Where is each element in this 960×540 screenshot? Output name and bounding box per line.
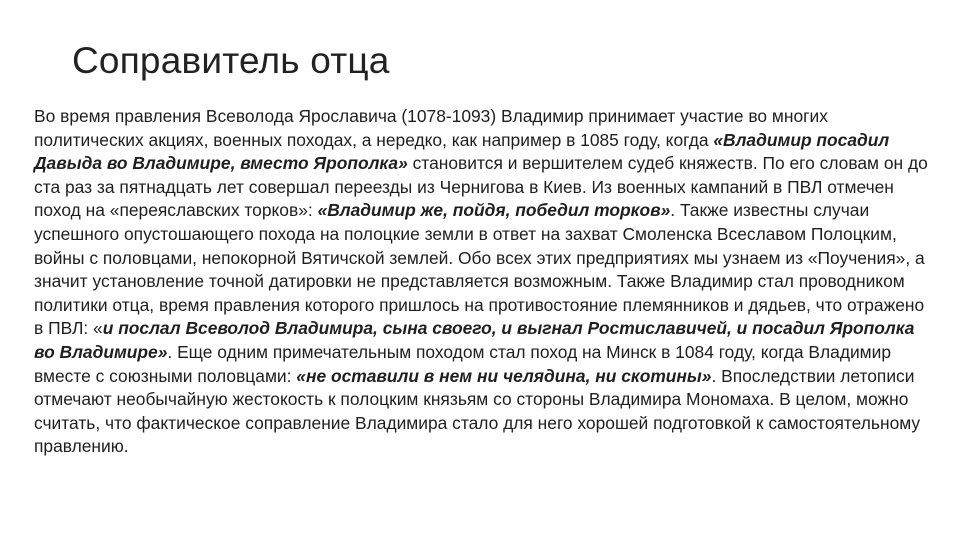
quote-run: «Владимир же, пойдя, победил торков» — [317, 200, 671, 221]
quote-run: и послал Всеволод Владимира, сына своего, и выгнал Ростиславичей, и посадил Ярополка во Владимире» — [34, 318, 915, 362]
quote-run: «не оставили в нем ни челядина, ни скотины» — [296, 365, 712, 386]
quote-run: «Владимир посадил Давыда во Владимире, вместо Ярополка» — [34, 129, 890, 174]
body-text-run: становится и вершителем судеб княжеств. По его словам он до ста раз за пятнадцать лет совершал переезды из Чернигова в Киев. Из военных кампаний в ПВЛ отмечен поход на «переяславских торков»: — [34, 153, 928, 221]
slide-title: Соправитель отца — [72, 40, 390, 81]
body-text-run: . Впоследствии летописи отмечают необычайную жестокость к полоцким князьям со стороны Владимира Мономаха. В целом, можно считать, что фактическое соправление Владимира стало для него хорошей подготовкой к самостоятельному правлению. — [34, 365, 921, 457]
body-text-run: . Еще одним примечательным походом стал поход на Минск в 1084 году, когда Владимир вместе с союзными половцами: — [34, 341, 892, 386]
body-text-run: Во время правления Всеволода Ярославича (1078-1093) Владимир принимает участие во многих политических акциях, военных походах, а нередко, как например в 1085 году, когда — [34, 106, 828, 150]
body-paragraph — [34, 105, 930, 459]
body-text-run: . Также известны случаи успешного опустошающего похода на полоцкие земли в ответ на захват Смоленска Всеславом Полоцким, войны с половцами, непокорной Вятичской землей. Обо всех этих предприятиях мы узнаем из «Поучения», а значит установление точной датировки не представляется возможным. Также Владимир стал проводником политики отца, время правления которого пришлось на противостояние племянников и дядьев, что отражено в ПВЛ: « — [34, 200, 925, 339]
slide-body — [34, 105, 930, 459]
